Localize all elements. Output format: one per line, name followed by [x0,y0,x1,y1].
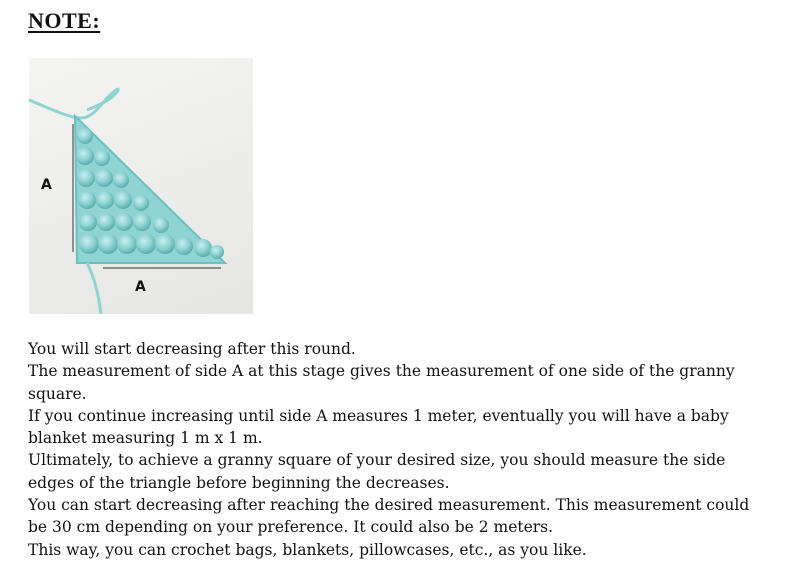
paragraph: You will start decreasing after this round. [28,340,356,358]
crochet-triangle-illustration [29,58,253,314]
paragraph: You can start decreasing after reaching the desired measurement. This measurement could be 30 cm depending on your preference. It could also be 2 meters. [28,496,750,537]
paragraph: If you continue increasing until side A measures 1 meter, eventually you will have a baby blanket measuring 1 m x 1 m. [28,406,729,448]
paragraph: This way, you can crochet bags, blankets, pillowcases, etc., as you like. [28,540,587,559]
paragraph: Ultimately, to achieve a granny square of your desired size, you should measure the side edges of the triangle before beginning the decreases. [28,451,726,492]
yarn-tail [87,263,101,314]
note-body [28,338,768,561]
note-heading: NOTE: [28,8,101,33]
side-a-vertical-label: A [41,177,52,193]
side-a-horizontal-label: A [135,279,146,295]
yarn-loop [29,89,118,118]
paragraph: The measurement of side A at this stage gives the measurement of one side of the granny square. [28,362,735,403]
crochet-triangle-photo [29,58,253,314]
